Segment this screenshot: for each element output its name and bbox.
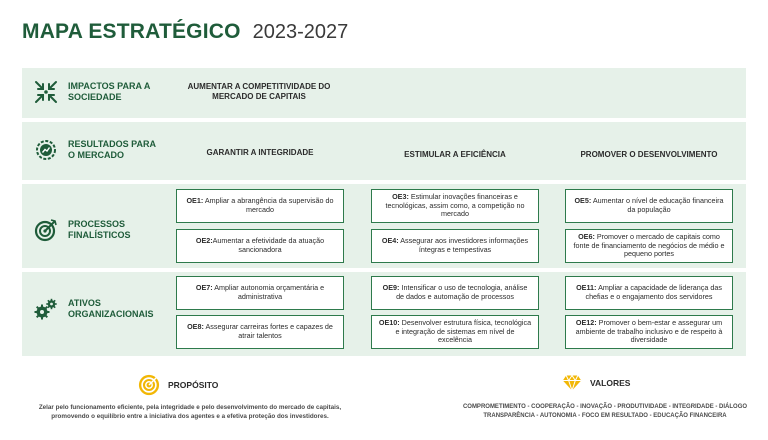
row-label-text: PROCESSOS FINALÍSTICOS <box>68 219 131 240</box>
valores-text <box>452 403 758 421</box>
arrows-converge-icon <box>34 80 58 104</box>
objective-oe2 <box>176 229 344 263</box>
objective-text: Aumentar a efetividade da atuação sancionadora <box>212 236 325 254</box>
objective-text: Promover o mercado de capitais como fonte de financiamento de negócios de médio e pequeno portes <box>573 232 725 259</box>
objective-text: Ampliar a abrangência da supervisão do mercado <box>204 196 334 214</box>
diamond-icon <box>562 374 582 392</box>
target-icon <box>34 218 58 242</box>
column-desenvolvimento: PROMOVER O DESENVOLVIMENTO <box>580 150 718 159</box>
objective-text: Assegurar aos investidores informações íntegras e tempestivas <box>400 236 529 254</box>
title-period: 2023-2027 <box>252 21 349 43</box>
title-text: MAPA ESTRATÉGICO <box>22 20 241 43</box>
objective-text: Promover o bem-estar e assegurar um ambiente de trabalho inclusivo e de respeito à diversidade <box>575 318 723 345</box>
objective-text: Estimular inovações financeiras e tecnológicas, assim como, a competição no mercado <box>385 192 525 219</box>
proposito-line-1: Zelar pelo funcionamento eficiente, pela integridade e pelo desenvolvimento do mercado de capitais, <box>38 404 342 411</box>
row-label-text: RESULTADOS PARA O MERCADO <box>68 139 156 160</box>
objective-text: Aumentar o nível de educação financeira da população <box>592 196 724 214</box>
row-label-text: IMPACTOS PARA A SOCIEDADE <box>68 81 151 102</box>
objective-code: OE10: <box>378 318 400 328</box>
row-label-resultados <box>34 138 158 162</box>
row-label-text: ATIVOS ORGANIZACIONAIS <box>68 298 154 319</box>
column-integridade: GARANTIR A INTEGRIDADE <box>206 148 314 157</box>
valores-label: VALORES <box>590 378 631 388</box>
objective-oe12 <box>565 315 733 349</box>
objective-code: OE9: <box>382 283 400 293</box>
valores-line-2: TRANSPARÊNCIA - AUTONOMIA - FOCO EM RESULTADO - EDUCAÇÃO FINANCEIRA <box>483 413 727 419</box>
objective-text: Assegurar carreiras fortes e capazes de atrair talentos <box>205 322 333 340</box>
objective-text: Desenvolver estrutura física, tecnológica e integração de sistemas em nível de excelência <box>395 318 532 345</box>
row-label-impactos <box>34 80 158 104</box>
objective-text: Ampliar a capacidade de liderança das chefias e o engajamento dos servidores <box>585 283 722 301</box>
objective-oe3 <box>371 189 539 223</box>
objective-oe8 <box>176 315 344 349</box>
objective-code: OE5: <box>574 196 592 206</box>
objective-code: OE8: <box>187 322 204 332</box>
gears-icon <box>34 297 58 321</box>
objective-code: OE3: <box>392 192 409 202</box>
objective-text: Ampliar autonomia orçamentária e administrativa <box>214 283 325 301</box>
objective-oe5 <box>565 189 733 223</box>
objective-code: OE11: <box>576 283 597 293</box>
objective-code: OE7: <box>195 283 213 293</box>
target-coin-icon <box>138 374 160 396</box>
row-label-ativos <box>34 297 158 321</box>
objective-oe1 <box>176 189 344 223</box>
proposito-text <box>20 403 360 421</box>
page-title <box>22 20 348 44</box>
objective-code: OE6: <box>578 232 595 242</box>
objective-text: Intensificar o uso de tecnologia, análise de dados e automação de processos <box>396 283 528 301</box>
objective-code: OE2: <box>195 236 213 246</box>
objective-oe7 <box>176 276 344 310</box>
valores-heading <box>562 374 630 392</box>
row-label-processos <box>34 218 158 242</box>
objective-oe4 <box>371 229 539 263</box>
column-eficiencia: ESTIMULAR A EFICIÊNCIA <box>404 150 506 159</box>
valores-line-1: COMPROMETIMENTO - COOPERAÇÃO - INOVAÇÃO - PRODUTIVIDADE - INTEGRIDADE - DIÁLOGO <box>462 404 748 410</box>
objective-code: OE12: <box>575 318 597 328</box>
objective-oe6 <box>565 229 733 263</box>
proposito-heading <box>138 374 218 396</box>
impacto-text: AUMENTAR A COMPETITIVIDADE DO MERCADO DE CAPITAIS <box>187 82 331 101</box>
growth-gear-icon <box>34 138 58 162</box>
proposito-line-2: promovendo o equilíbrio entre a iniciativa dos agentes e a efetiva proteção dos investidores. <box>51 413 329 420</box>
objective-oe9 <box>371 276 539 310</box>
objective-oe10 <box>371 315 539 349</box>
objective-code: OE4: <box>381 236 399 246</box>
proposito-label: PROPÓSITO <box>168 380 219 390</box>
objective-code: OE1: <box>186 196 204 206</box>
objective-oe11 <box>565 276 733 310</box>
